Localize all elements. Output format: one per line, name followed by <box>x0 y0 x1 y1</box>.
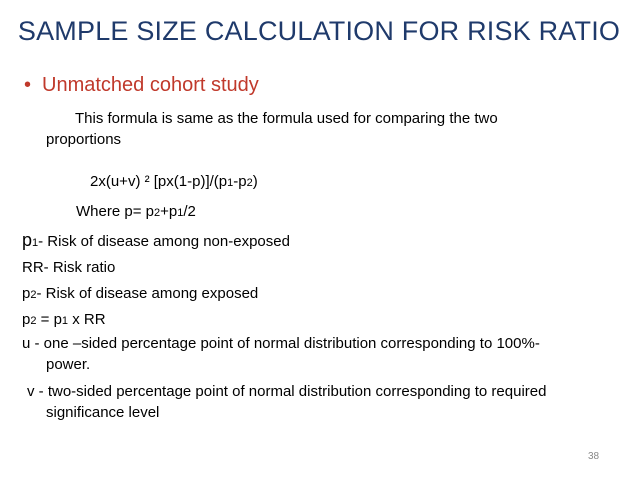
bullet-text: Unmatched cohort study <box>42 74 259 96</box>
page-number: 38 <box>588 451 600 462</box>
where-suffix: /2 <box>183 203 196 220</box>
formula <box>90 173 258 190</box>
def-p1-sub: 1 <box>32 237 39 249</box>
formula-part-2: -p <box>233 173 247 190</box>
def-p1-text: - Risk of disease among non-exposed <box>38 233 290 250</box>
def-u-line-2: power. <box>46 356 91 373</box>
formula-sub-1: 1 <box>227 177 234 189</box>
slide-title: SAMPLE SIZE CALCULATION FOR RISK RATIO <box>17 16 621 46</box>
eq-mid: = p <box>36 311 62 328</box>
intro-line-2: proportions <box>46 131 122 148</box>
eq-sub-2: 2 <box>30 315 37 327</box>
where-line <box>76 203 196 220</box>
where-sub-a: 2 <box>153 207 161 219</box>
where-sub-b: 1 <box>177 207 184 219</box>
def-v-line-1: v - two-sided percentage point of normal distribution corresponding to required <box>27 383 547 400</box>
def-p1 <box>22 230 290 251</box>
def-p1-symbol: p <box>22 230 33 250</box>
formula-part-3: ) <box>252 173 258 190</box>
def-p2-text: - Risk of disease among exposed <box>36 285 259 302</box>
def-u-line-1: u - one –sided percentage point of normal distribution corresponding to 100%- <box>22 335 540 352</box>
def-v-line-2: significance level <box>46 404 160 421</box>
bullet-marker: • <box>24 74 32 96</box>
formula-sub-2: 2 <box>246 177 253 189</box>
def-rr: RR- Risk ratio <box>22 259 116 276</box>
eq-p: p <box>22 311 31 328</box>
def-p2 <box>22 285 258 302</box>
def-p2-sub: 2 <box>30 289 37 301</box>
bullet-heading <box>24 74 259 97</box>
where-mid: +p <box>160 203 178 220</box>
eq-sub-1: 1 <box>61 315 69 327</box>
intro-line-1: This formula is same as the formula used for comparing the two <box>75 110 498 127</box>
eq-end: x RR <box>68 311 106 328</box>
def-p2-equation <box>22 311 106 328</box>
def-p2-symbol: p <box>22 285 31 302</box>
formula-part-1: 2x(u+v) ² [px(1-p)]/(p <box>90 173 228 190</box>
where-prefix: Where p= p <box>76 203 154 220</box>
